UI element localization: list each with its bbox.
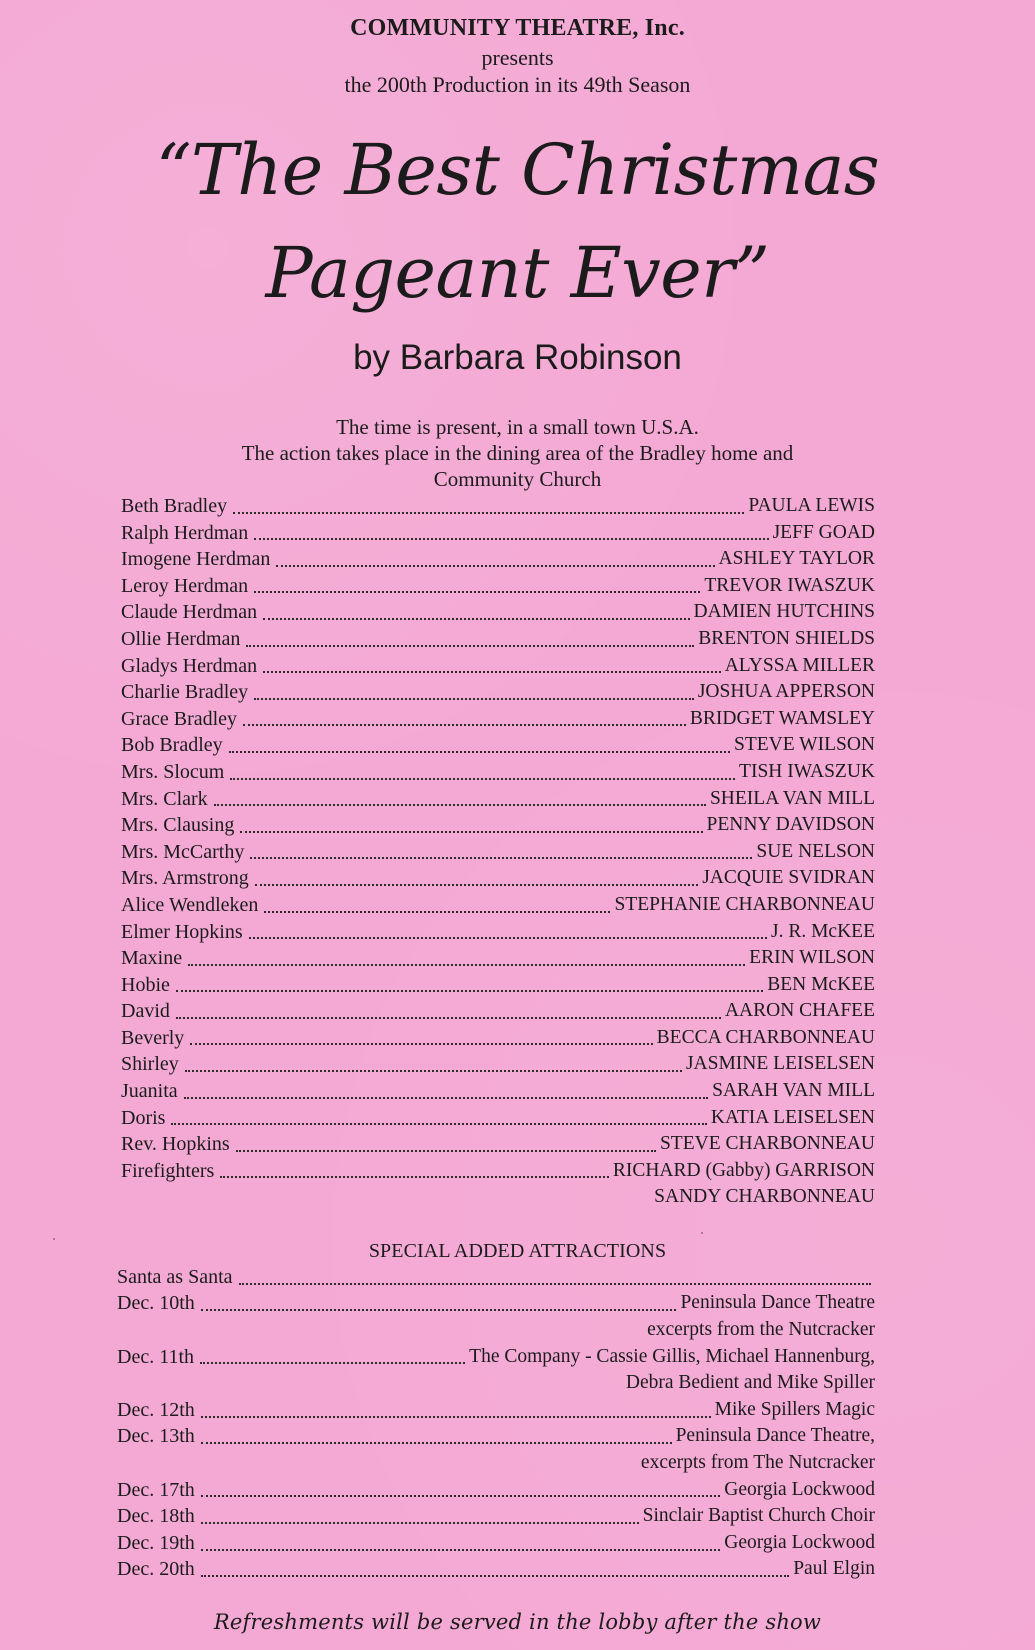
leader-dots xyxy=(171,1123,706,1125)
actor-name: J. R. McKEE xyxy=(771,920,875,942)
attraction-row xyxy=(117,1344,875,1371)
producer-name: COMMUNITY THEATRE, Inc. xyxy=(350,15,685,41)
role-name: Mrs. Clark xyxy=(121,787,208,810)
cast-row xyxy=(121,1105,875,1132)
attraction-row xyxy=(117,1370,875,1397)
role-name: Juanita xyxy=(121,1080,178,1103)
leader-dots xyxy=(201,1442,672,1444)
attraction-row xyxy=(117,1317,875,1344)
cast-row xyxy=(121,972,875,999)
leader-dots xyxy=(264,911,610,913)
cast-row xyxy=(121,599,875,626)
cast-row xyxy=(121,626,875,653)
cast-row xyxy=(121,892,875,919)
cast-row xyxy=(121,732,875,759)
paper-speck xyxy=(53,1238,55,1240)
leader-dots xyxy=(249,937,767,939)
cast-row xyxy=(121,679,875,706)
actor-name: SANDY CHARBONNEAU xyxy=(654,1186,875,1208)
role-name: Ollie Herdman xyxy=(121,627,241,650)
actor-name: BECCA CHARBONNEAU xyxy=(656,1026,875,1048)
actor-name: JACQUIE SVIDRAN xyxy=(702,867,875,889)
attraction-label: Dec. 18th xyxy=(117,1505,195,1528)
role-name: Shirley xyxy=(121,1053,179,1076)
attraction-value: Georgia Lockwood xyxy=(724,1478,875,1500)
leader-dots xyxy=(263,618,689,620)
role-name: Grace Bradley xyxy=(121,707,238,730)
leader-dots xyxy=(201,1522,639,1524)
special-attractions-list xyxy=(117,1264,875,1583)
role-name: Beth Bradley xyxy=(121,495,228,517)
leader-dots xyxy=(254,538,768,540)
actor-name: AARON CHAFEE xyxy=(724,1000,875,1022)
cast-row xyxy=(121,1131,875,1158)
role-name: Leroy Herdman xyxy=(121,574,249,597)
actor-name: PENNY DAVIDSON xyxy=(706,814,875,836)
author-line: by Barbara Robinson xyxy=(353,338,682,377)
role-name: Charlie Bradley xyxy=(121,681,249,704)
play-title-line-1: “The Best Christmas xyxy=(155,129,880,211)
leader-dots xyxy=(201,1309,677,1311)
leader-dots xyxy=(233,512,744,514)
attraction-row xyxy=(117,1397,875,1424)
leader-dots xyxy=(176,990,763,992)
attraction-value: Peninsula Dance Theatre xyxy=(680,1292,875,1314)
attraction-label: Santa as Santa xyxy=(117,1265,233,1288)
cast-row xyxy=(121,1158,875,1185)
cast-row xyxy=(121,919,875,946)
role-name: David xyxy=(121,1000,170,1023)
leader-dots xyxy=(184,1097,708,1099)
actor-name: ALYSSA MILLER xyxy=(724,654,875,676)
actor-name: ERIN WILSON xyxy=(749,947,875,969)
role-name: Rev. Hopkins xyxy=(121,1133,230,1156)
actor-name: BEN McKEE xyxy=(767,973,875,995)
leader-dots xyxy=(243,724,686,726)
leader-dots xyxy=(229,751,730,753)
attraction-value: excerpts from the Nutcracker xyxy=(647,1319,875,1341)
cast-row xyxy=(121,573,875,600)
attraction-label: Dec. 20th xyxy=(117,1558,195,1581)
leader-dots xyxy=(220,1176,609,1178)
actor-name: JEFF GOAD xyxy=(772,521,875,543)
cast-list xyxy=(121,493,875,1211)
leader-dots xyxy=(185,1070,682,1072)
actor-name: STEVE WILSON xyxy=(733,734,875,756)
setting-line-3: Community Church xyxy=(433,467,602,491)
special-attractions-title: SPECIAL ADDED ATTRACTIONS xyxy=(368,1240,667,1262)
cast-row xyxy=(121,839,875,866)
attraction-row xyxy=(117,1291,875,1318)
cast-row xyxy=(121,493,875,520)
role-name: Ralph Herdman xyxy=(121,521,249,544)
leader-dots xyxy=(176,1017,721,1019)
attraction-label: Dec. 10th xyxy=(117,1292,195,1315)
cast-row xyxy=(121,520,875,547)
role-name: Beverly xyxy=(121,1026,185,1049)
leader-dots xyxy=(236,1150,656,1152)
role-name: Alice Wendleken xyxy=(121,893,259,916)
role-name: Mrs. Armstrong xyxy=(121,867,249,890)
presents-line: presents xyxy=(481,45,554,70)
role-name: Mrs. Clausing xyxy=(121,814,235,837)
attraction-row xyxy=(117,1557,875,1584)
cast-row xyxy=(121,945,875,972)
attraction-row xyxy=(117,1477,875,1504)
attraction-row xyxy=(117,1424,875,1451)
role-name: Imogene Herdman xyxy=(121,548,271,571)
setting-line-2: The action takes place in the dining area of the Bradley home and xyxy=(241,441,794,465)
attraction-label: Dec. 19th xyxy=(117,1531,195,1554)
role-name: Bob Bradley xyxy=(121,734,223,757)
setting-description xyxy=(0,414,1035,492)
role-name: Gladys Herdman xyxy=(121,654,258,677)
cast-row xyxy=(121,1025,875,1052)
setting-line-1: The time is present, in a small town U.S.A. xyxy=(336,415,699,439)
cast-row xyxy=(121,546,875,573)
cast-row xyxy=(121,1184,875,1211)
refreshments-note: Refreshments will be served in the lobby after the show xyxy=(213,1610,822,1634)
role-name: Maxine xyxy=(121,947,183,970)
cast-row xyxy=(121,1051,875,1078)
cast-row xyxy=(121,653,875,680)
attraction-label: Dec. 11th xyxy=(117,1345,195,1368)
leader-dots xyxy=(255,884,698,886)
actor-name: DAMIEN HUTCHINS xyxy=(693,601,875,623)
actor-name: BRENTON SHIELDS xyxy=(698,627,875,649)
leader-dots xyxy=(263,671,721,673)
role-name: Mrs. Slocum xyxy=(121,760,225,783)
attraction-row xyxy=(117,1264,875,1291)
actor-name: TISH IWASZUK xyxy=(739,760,875,782)
actor-name: RICHARD (Gabby) GARRISON xyxy=(612,1159,875,1181)
role-name: Mrs. McCarthy xyxy=(121,840,245,863)
cast-row xyxy=(121,1078,875,1105)
cast-row xyxy=(121,812,875,839)
leader-dots xyxy=(239,1283,871,1285)
actor-name: JASMINE LEISELSEN xyxy=(685,1053,875,1075)
paper-speck xyxy=(701,1232,703,1234)
cast-row xyxy=(121,865,875,892)
leader-dots xyxy=(240,831,702,833)
leader-dots xyxy=(201,1495,721,1497)
leader-dots xyxy=(190,1043,652,1045)
cast-row xyxy=(121,706,875,733)
actor-name: PAULA LEWIS xyxy=(748,495,875,516)
leader-dots xyxy=(254,591,700,593)
cast-row xyxy=(121,759,875,786)
cast-row xyxy=(121,786,875,813)
leader-dots xyxy=(254,698,694,700)
leader-dots xyxy=(250,857,752,859)
cast-row xyxy=(121,998,875,1025)
attraction-value: Paul Elgin xyxy=(793,1558,875,1580)
leader-dots xyxy=(230,778,735,780)
play-title-line-2: Pageant Ever” xyxy=(265,232,770,314)
role-name: Doris xyxy=(121,1106,166,1129)
attraction-value: Mike Spillers Magic xyxy=(714,1398,875,1420)
role-name: Hobie xyxy=(121,973,170,996)
role-name: Firefighters xyxy=(121,1159,215,1182)
actor-name: ASHLEY TAYLOR xyxy=(718,548,875,570)
attraction-value: Sinclair Baptist Church Choir xyxy=(642,1505,875,1527)
actor-name: BRIDGET WAMSLEY xyxy=(689,707,875,729)
leader-dots xyxy=(276,565,714,567)
attraction-value: excerpts from The Nutcracker xyxy=(640,1452,875,1474)
attraction-label: Dec. 13th xyxy=(117,1425,195,1448)
attraction-row xyxy=(117,1450,875,1477)
attraction-row xyxy=(117,1530,875,1557)
leader-dots xyxy=(201,1416,711,1418)
actor-name: TREVOR IWASZUK xyxy=(704,574,875,596)
attraction-row xyxy=(117,1503,875,1530)
attraction-value: The Company - Cassie Gillis, Michael Hannenburg, xyxy=(469,1345,875,1367)
actor-name: STEPHANIE CHARBONNEAU xyxy=(614,893,875,915)
role-name: Elmer Hopkins xyxy=(121,920,243,943)
attraction-label: Dec. 17th xyxy=(117,1478,195,1501)
actor-name: SARAH VAN MILL xyxy=(712,1080,875,1102)
actor-name: KATIA LEISELSEN xyxy=(710,1106,875,1128)
production-note: the 200th Production in its 49th Season xyxy=(344,72,691,97)
actor-name: SHEILA VAN MILL xyxy=(709,787,875,809)
leader-dots xyxy=(200,1362,465,1364)
leader-dots xyxy=(214,804,706,806)
leader-dots xyxy=(246,645,694,647)
actor-name: JOSHUA APPERSON xyxy=(697,681,875,703)
leader-dots xyxy=(201,1549,721,1551)
role-name: Claude Herdman xyxy=(121,601,258,624)
attraction-value: Debra Bedient and Mike Spiller xyxy=(625,1372,875,1394)
actor-name: SUE NELSON xyxy=(756,840,875,862)
leader-dots xyxy=(188,964,745,966)
attraction-value: Georgia Lockwood xyxy=(724,1531,875,1553)
leader-dots xyxy=(201,1575,789,1577)
attraction-value: Peninsula Dance Theatre, xyxy=(675,1425,875,1447)
attraction-label: Dec. 12th xyxy=(117,1398,195,1421)
actor-name: STEVE CHARBONNEAU xyxy=(659,1133,875,1155)
